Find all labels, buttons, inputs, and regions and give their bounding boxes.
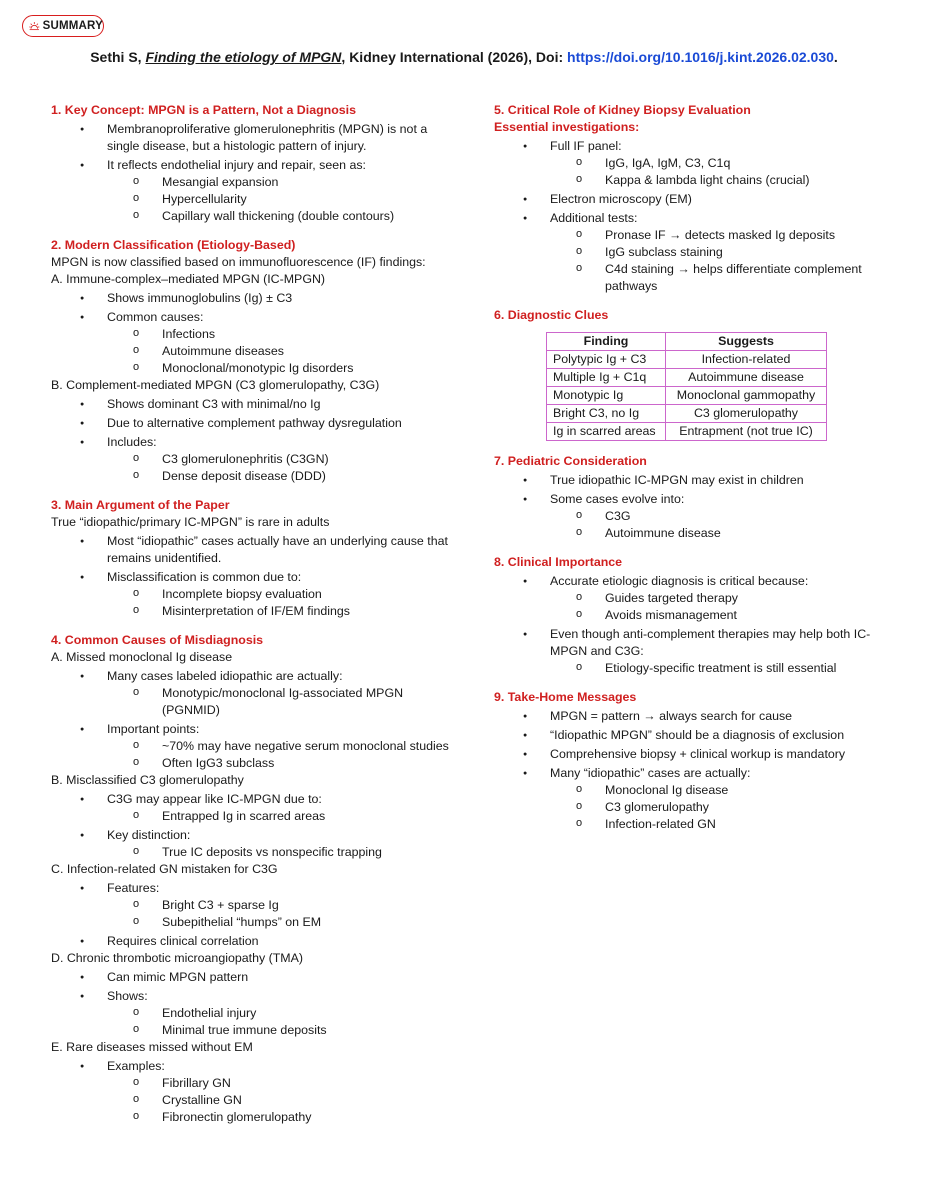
citation xyxy=(0,49,928,65)
subheading: E. Rare diseases missed without EM xyxy=(51,1040,253,1054)
table-row xyxy=(547,405,827,423)
bullet-item: ● Some cases evolve into: xyxy=(494,491,894,508)
table-cell: Infection-related xyxy=(666,351,827,369)
sub-bullet-item: o Often IgG3 subclass xyxy=(51,755,451,772)
sub-bullet-item: o Kappa & lambda light chains (crucial) xyxy=(494,172,894,189)
table-cell: Monotypic Ig xyxy=(547,387,666,405)
bullet-item: ● Membranoproliferative glomerulonephritis (MPGN) is not a single disease, but a histologic pattern of injury. xyxy=(51,121,451,155)
section xyxy=(494,453,894,542)
section xyxy=(494,102,894,295)
subheading: A. Immune-complex–mediated MPGN (IC-MPGN) xyxy=(51,272,326,286)
sub-bullet-item: o Fibronectin glomerulopathy xyxy=(51,1109,451,1126)
sub-bullet-item: o Monoclonal/monotypic Ig disorders xyxy=(51,360,451,377)
table-cell: C3 glomerulopathy xyxy=(666,405,827,423)
sub-bullet-item: o Monoclonal Ig disease xyxy=(494,782,894,799)
citation-paper-title: Finding the etiology of MPGN xyxy=(145,49,342,65)
sub-bullet-item: o C3G xyxy=(494,508,894,525)
bullet-item: ● Shows immunoglobulins (Ig) ± C3 xyxy=(51,290,451,307)
bullet-item: ● Electron microscopy (EM) xyxy=(494,191,894,208)
subheading: B. Complement-mediated MPGN (C3 glomerulopathy, C3G) xyxy=(51,378,380,392)
table-row xyxy=(547,387,827,405)
section-title: 1. Key Concept: MPGN is a Pattern, Not a Diagnosis xyxy=(51,103,357,117)
bullet-item: ● Even though anti-complement therapies may help both IC-MPGN and C3G: xyxy=(494,626,894,660)
subheading: A. Missed monoclonal Ig disease xyxy=(51,650,233,664)
bullet-item: ● Many cases labeled idiopathic are actually: xyxy=(51,668,451,685)
section-title: 4. Common Causes of Misdiagnosis xyxy=(51,633,264,647)
section-title: 6. Diagnostic Clues xyxy=(494,308,609,322)
section-title: 9. Take-Home Messages xyxy=(494,690,637,704)
summary-label: SUMMARY xyxy=(42,20,103,32)
bullet-item: ● “Idiopathic MPGN” should be a diagnosis of exclusion xyxy=(494,727,894,744)
sub-bullet-item: o Infection-related GN xyxy=(494,816,894,833)
sub-bullet-item: o IgG subclass staining xyxy=(494,244,894,261)
table-row xyxy=(547,423,827,441)
section xyxy=(51,632,451,1126)
bullet-item: ● Due to alternative complement pathway dysregulation xyxy=(51,415,451,432)
bullet-item: ● Many “idiopathic” cases are actually: xyxy=(494,765,894,782)
bullet-item: ● Shows dominant C3 with minimal/no Ig xyxy=(51,396,451,413)
section xyxy=(494,554,894,677)
sub-bullet-item: o C3 glomerulopathy xyxy=(494,799,894,816)
left-column xyxy=(51,102,451,1138)
bullet-item: ● Can mimic MPGN pattern xyxy=(51,969,451,986)
table-header: Finding xyxy=(547,333,666,351)
table-cell: Bright C3, no Ig xyxy=(547,405,666,423)
sub-bullet-item: o Subepithelial “humps” on EM xyxy=(51,914,451,931)
bullet-item: ● Requires clinical correlation xyxy=(51,933,451,950)
bullet-item: ● Misclassification is common due to: xyxy=(51,569,451,586)
section-title: 5. Critical Role of Kidney Biopsy Evaluation xyxy=(494,103,751,117)
bullet-item: ● Shows: xyxy=(51,988,451,1005)
section-title: 8. Clinical Importance xyxy=(494,555,623,569)
table-cell: Ig in scarred areas xyxy=(547,423,666,441)
subheading: C. Infection-related GN mistaken for C3G xyxy=(51,862,278,876)
table-row xyxy=(547,351,827,369)
bullet-item: ● MPGN = pattern → always search for cause xyxy=(494,708,894,725)
sub-bullet-item: o C3 glomerulonephritis (C3GN) xyxy=(51,451,451,468)
section xyxy=(494,689,894,833)
sub-bullet-item: o Misinterpretation of IF/EM findings xyxy=(51,603,451,620)
citation-doi-link[interactable]: https://doi.org/10.1016/j.kint.2026.02.030 xyxy=(567,49,834,65)
section xyxy=(51,497,451,620)
bullet-item: ● Examples: xyxy=(51,1058,451,1075)
sun-icon xyxy=(29,19,40,33)
table-cell: Polytypic Ig + C3 xyxy=(547,351,666,369)
table-header: Suggests xyxy=(666,333,827,351)
bullet-item: ● Most “idiopathic” cases actually have an underlying cause that remains unidentified. xyxy=(51,533,451,567)
diagnostic-clues-table xyxy=(546,332,827,441)
sub-bullet-item: o Autoimmune diseases xyxy=(51,343,451,360)
sub-bullet-item: o True IC deposits vs nonspecific trapping xyxy=(51,844,451,861)
sub-bullet-item: o C4d staining → helps differentiate complement pathways xyxy=(494,261,894,295)
sub-bullet-item: o Pronase IF → detects masked Ig deposits xyxy=(494,227,894,244)
bullet-item: ● Important points: xyxy=(51,721,451,738)
subheading: MPGN is now classified based on immunofluorescence (IF) findings: xyxy=(51,255,426,269)
bullet-item: ● Key distinction: xyxy=(51,827,451,844)
bullet-item: ● Includes: xyxy=(51,434,451,451)
sub-bullet-item: o Incomplete biopsy evaluation xyxy=(51,586,451,603)
bullet-item: ● Comprehensive biopsy + clinical workup is mandatory xyxy=(494,746,894,763)
sub-bullet-item: o Hypercellularity xyxy=(51,191,451,208)
bullet-item: ● Features: xyxy=(51,880,451,897)
section-title: 3. Main Argument of the Paper xyxy=(51,498,230,512)
sub-bullet-item: o Fibrillary GN xyxy=(51,1075,451,1092)
subheading: D. Chronic thrombotic microangiopathy (TMA) xyxy=(51,951,304,965)
table-cell: Autoimmune disease xyxy=(666,369,827,387)
sub-bullet-item: o Dense deposit disease (DDD) xyxy=(51,468,451,485)
subheading: True “idiopathic/primary IC-MPGN” is rare in adults xyxy=(51,515,330,529)
sub-bullet-item: o Entrapped Ig in scarred areas xyxy=(51,808,451,825)
citation-end: . xyxy=(833,49,838,65)
bullet-item: ● It reflects endothelial injury and repair, seen as: xyxy=(51,157,451,174)
sub-bullet-item: o Etiology-specific treatment is still essential xyxy=(494,660,894,677)
section-subtitle: Essential investigations: xyxy=(494,120,640,134)
sub-bullet-item: o Autoimmune disease xyxy=(494,525,894,542)
citation-author: Sethi S, xyxy=(90,49,146,65)
section xyxy=(51,237,451,485)
bullet-item: ● Common causes: xyxy=(51,309,451,326)
table-cell: Multiple Ig + C1q xyxy=(547,369,666,387)
sub-bullet-item: o Crystalline GN xyxy=(51,1092,451,1109)
sub-bullet-item: o ~70% may have negative serum monoclonal studies xyxy=(51,738,451,755)
bullet-item: ● Accurate etiologic diagnosis is critical because: xyxy=(494,573,894,590)
citation-journal: , Kidney International (2026), Doi: xyxy=(341,49,568,65)
table-cell: Monoclonal gammopathy xyxy=(666,387,827,405)
section xyxy=(51,102,451,225)
section-title: 2. Modern Classification (Etiology-Based) xyxy=(51,238,296,252)
sub-bullet-item: o Avoids mismanagement xyxy=(494,607,894,624)
table-header-row xyxy=(547,333,827,351)
sub-bullet-item: o Bright C3 + sparse Ig xyxy=(51,897,451,914)
sub-bullet-item: o Mesangial expansion xyxy=(51,174,451,191)
right-column xyxy=(494,102,894,845)
summary-badge xyxy=(22,15,104,37)
sub-bullet-item: o Guides targeted therapy xyxy=(494,590,894,607)
section xyxy=(494,307,894,441)
sub-bullet-item: o Capillary wall thickening (double contours) xyxy=(51,208,451,225)
bullet-item: ● Full IF panel: xyxy=(494,138,894,155)
sub-bullet-item: o Endothelial injury xyxy=(51,1005,451,1022)
bullet-item: ● True idiopathic IC-MPGN may exist in children xyxy=(494,472,894,489)
bullet-item: ● C3G may appear like IC-MPGN due to: xyxy=(51,791,451,808)
sub-bullet-item: o Infections xyxy=(51,326,451,343)
bullet-item: ● Additional tests: xyxy=(494,210,894,227)
sub-bullet-item: o IgG, IgA, IgM, C3, C1q xyxy=(494,155,894,172)
section-title: 7. Pediatric Consideration xyxy=(494,454,647,468)
subheading: B. Misclassified C3 glomerulopathy xyxy=(51,773,244,787)
sub-bullet-item: o Monotypic/monoclonal Ig-associated MPGN (PGNMID) xyxy=(51,685,451,719)
sub-bullet-item: o Minimal true immune deposits xyxy=(51,1022,451,1039)
table-cell: Entrapment (not true IC) xyxy=(666,423,827,441)
table-row xyxy=(547,369,827,387)
